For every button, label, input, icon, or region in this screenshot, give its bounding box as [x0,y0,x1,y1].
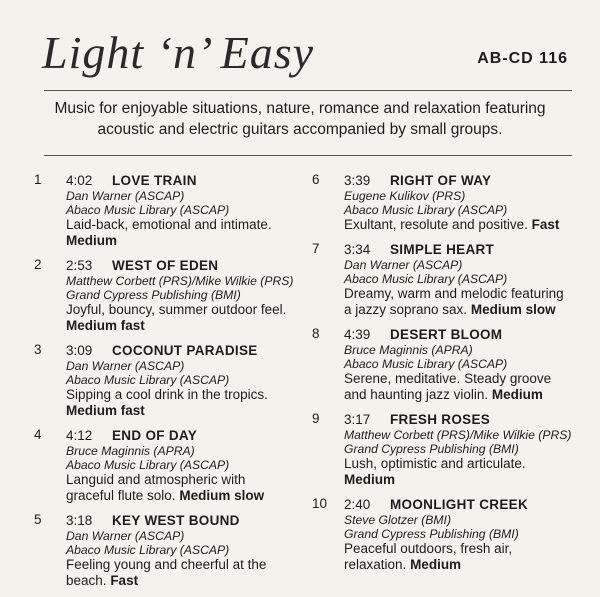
track-item [312,411,574,488]
track-description: Languid and atmospheric with graceful flute solo. [66,472,246,503]
track-number: 3 [34,342,42,357]
track-composer: Steve Glotzer (BMI) [344,513,452,527]
track-item [312,326,574,403]
track-description: Sipping a cool drink in the tropics. [66,387,268,402]
track-tempo: Medium [410,557,462,572]
track-number: 10 [312,496,328,511]
section-divider [44,155,572,156]
track-composer: Dan Warner (ASCAP) [66,189,185,203]
track-description: Feeling young and cheerful at the beach. [66,557,267,588]
track-item [34,257,296,334]
track-item [34,172,296,249]
track-publisher: Abaco Music Library (ASCAP) [66,458,230,472]
track-composer: Eugene Kulikov (PRS) [344,189,466,203]
track-composer: Bruce Maginnis (APRA) [344,343,473,357]
track-description: Serene, meditative. Steady groove and haunting jazz violin. [344,371,552,402]
track-title: SIMPLE HEART [390,242,495,257]
track-description: Dreamy, warm and melodic featuring a jazzy soprano sax. [344,286,564,317]
track-title: FRESH ROSES [390,412,491,427]
track-title: DESERT BLOOM [390,327,503,342]
track-tempo: Medium slow [179,488,265,503]
track-number: 2 [34,257,42,272]
track-item [312,496,574,573]
top-divider [44,90,572,91]
track-publisher: Grand Cypress Publishing (BMI) [66,288,241,302]
track-description: Joyful, bouncy, summer outdoor feel. [66,302,287,317]
track-duration: 4:39 [344,327,371,342]
track-composer: Dan Warner (ASCAP) [344,258,463,272]
track-composer: Bruce Maginnis (APRA) [66,444,195,458]
track-duration: 2:53 [66,258,93,273]
catalog-number: AB-CD 116 [477,50,568,67]
track-item [34,512,296,589]
track-title: END OF DAY [112,428,198,443]
track-list-left [34,172,296,597]
track-tempo: Fast [531,217,560,232]
track-publisher: Abaco Music Library (ASCAP) [66,203,230,217]
track-publisher: Abaco Music Library (ASCAP) [344,203,508,217]
track-duration: 3:09 [66,343,93,358]
track-title: RIGHT OF WAY [390,173,492,188]
track-composer: Dan Warner (ASCAP) [66,529,185,543]
track-duration: 2:40 [344,497,371,512]
track-number: 6 [312,172,320,187]
track-tempo: Medium [491,387,543,402]
track-tempo: Fast [110,573,139,588]
track-number: 8 [312,326,320,341]
track-item [312,172,574,233]
track-duration: 3:17 [344,412,371,427]
track-title: LOVE TRAIN [112,173,197,188]
track-publisher: Grand Cypress Publishing (BMI) [344,527,519,541]
track-description: Laid-back, emotional and intimate. [66,217,272,232]
track-description: Lush, optimistic and articulate. [344,456,526,471]
track-list-right [312,172,574,581]
track-title: MOONLIGHT CREEK [390,497,528,512]
track-duration: 3:39 [344,173,371,188]
track-number: 7 [312,241,320,256]
track-tempo: Medium fast [66,318,145,333]
track-duration: 3:34 [344,242,371,257]
track-description: Exultant, resolute and positive. [344,217,528,232]
track-duration: 4:12 [66,428,93,443]
track-tempo: Medium [344,472,396,487]
album-title: Light ‘n’ Easy [42,27,315,78]
track-publisher: Abaco Music Library (ASCAP) [344,357,508,371]
track-duration: 4:02 [66,173,93,188]
track-number: 4 [34,427,42,442]
track-duration: 3:18 [66,513,93,528]
track-composer: Matthew Corbett (PRS)/Mike Wilkie (PRS) [344,428,572,442]
track-tempo: Medium slow [470,302,556,317]
album-description: Music for enjoyable situations, nature, romance and relaxation featuring acoustic and electric guitars accompanied by small groups. [54,100,546,138]
track-title: KEY WEST BOUND [112,513,240,528]
track-description: Peaceful outdoors, fresh air, relaxation. [344,541,513,572]
track-tempo: Medium fast [66,403,145,418]
track-publisher: Abaco Music Library (ASCAP) [344,272,508,286]
track-number: 5 [34,512,42,527]
track-number: 9 [312,411,320,426]
track-composer: Dan Warner (ASCAP) [66,359,185,373]
track-number: 1 [34,172,42,187]
track-publisher: Grand Cypress Publishing (BMI) [344,442,519,456]
track-title: WEST OF EDEN [112,258,219,273]
track-composer: Matthew Corbett (PRS)/Mike Wilkie (PRS) [66,274,294,288]
track-item [34,427,296,504]
track-publisher: Abaco Music Library (ASCAP) [66,373,230,387]
track-title: COCONUT PARADISE [112,343,258,358]
track-item [34,342,296,419]
track-publisher: Abaco Music Library (ASCAP) [66,543,230,557]
track-tempo: Medium [66,233,118,248]
track-item [312,241,574,318]
